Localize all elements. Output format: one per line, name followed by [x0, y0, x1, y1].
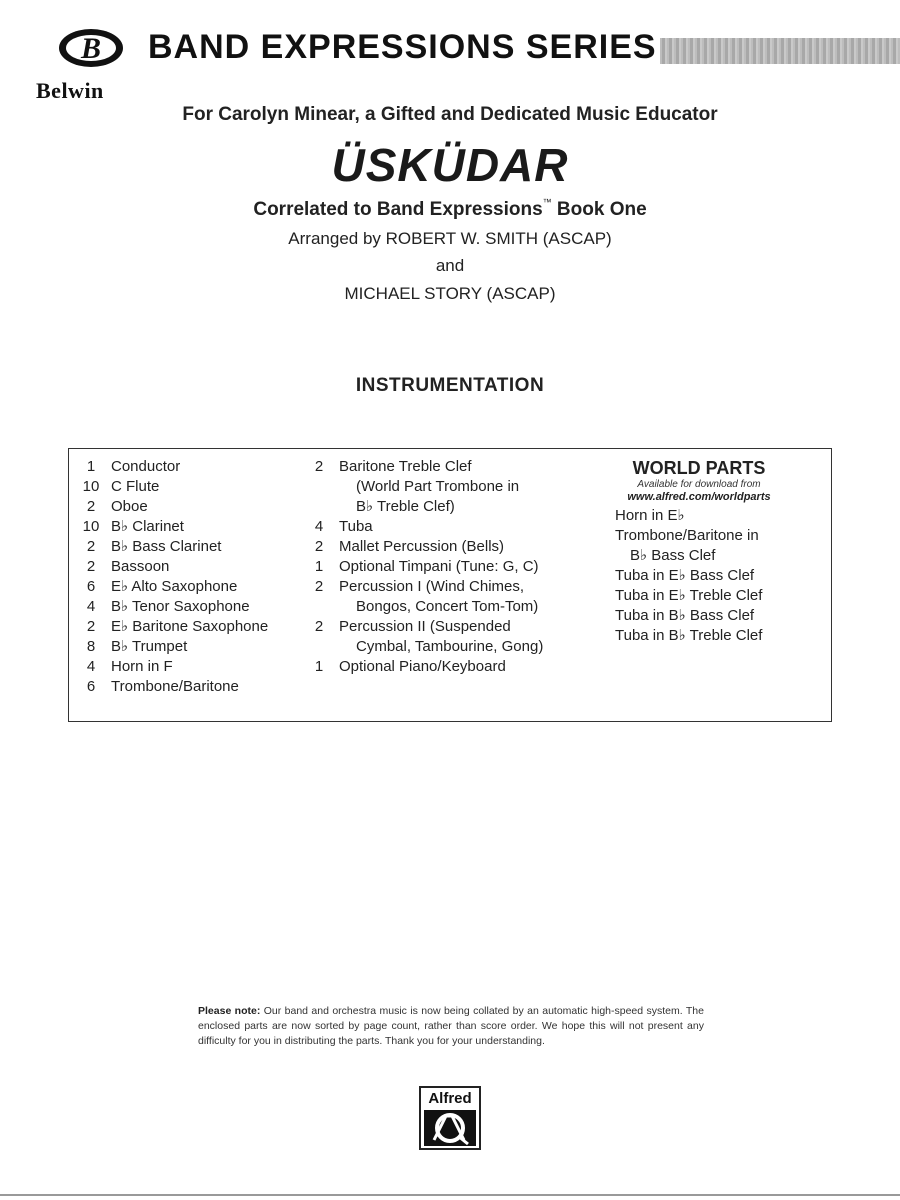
instrumentation-heading: INSTRUMENTATION: [355, 375, 545, 396]
world-part-item: Tuba in B♭ Treble Clef: [615, 627, 763, 644]
instrument-row: [299, 457, 543, 477]
arranger-line: Arranged by ROBERT W. SMITH (ASCAP): [288, 229, 612, 248]
dedication: For Carolyn Minear, a Gifted and Dedicated Music Educator: [182, 104, 718, 125]
instrument-name: Horn in F: [111, 658, 173, 675]
instrument-row: [71, 617, 268, 637]
instrument-qty: [299, 597, 339, 617]
instrument-name: (World Part Trombone in: [356, 478, 520, 495]
footer-rule: [0, 1194, 900, 1196]
instrument-row: [299, 577, 543, 597]
please-note: [198, 1004, 704, 1049]
instrument-name: B♭ Bass Clarinet: [111, 538, 222, 555]
instrument-row: [71, 477, 268, 497]
instrument-name: B♭ Tenor Saxophone: [111, 598, 250, 615]
world-part-item: Tuba in E♭ Bass Clef: [615, 567, 755, 584]
instrument-name: Conductor: [111, 458, 181, 475]
instrument-qty: 2: [86, 498, 96, 515]
correlated-suffix: Book One: [551, 199, 647, 220]
instrument-name: C Flute: [111, 478, 160, 495]
series-title: BAND EXPRESSIONS SERIES: [148, 28, 657, 66]
instrument-row: [299, 477, 543, 497]
instrument-name: B♭ Trumpet: [111, 638, 188, 655]
series-decorative-bar: [660, 38, 900, 64]
instrument-row: [71, 457, 268, 477]
instrument-row: [71, 637, 268, 657]
instrument-qty: 4: [86, 598, 96, 615]
instrument-name: Bassoon: [111, 558, 170, 575]
and-line: and: [435, 256, 465, 275]
instrument-name: Oboe: [111, 498, 148, 515]
instrument-name: Optional Piano/Keyboard: [339, 658, 506, 675]
instrument-qty: 2: [314, 618, 324, 635]
instrument-row: [299, 597, 543, 617]
instrument-qty: 1: [314, 558, 324, 575]
instrumentation-box: [68, 448, 832, 722]
instrument-qty: 2: [314, 578, 324, 595]
instrument-name: Trombone/Baritone: [111, 678, 239, 695]
instrument-qty: 1: [86, 458, 96, 475]
instrument-name: E♭ Alto Saxophone: [111, 578, 238, 595]
instrument-row: [299, 617, 543, 637]
instrument-qty: 2: [86, 618, 96, 635]
instrument-qty: 4: [314, 518, 324, 535]
instrument-row: [71, 497, 268, 517]
instrument-column-1: [71, 457, 268, 697]
instrument-qty: 2: [86, 558, 96, 575]
instrument-row: [299, 637, 543, 657]
world-parts-title: WORLD PARTS: [632, 458, 766, 478]
instrument-name: Optional Timpani (Tune: G, C): [339, 558, 539, 575]
instrument-name: Baritone Treble Clef: [339, 458, 472, 475]
world-part-item: Tuba in E♭ Treble Clef: [615, 587, 763, 604]
arranger-line-2: MICHAEL STORY (ASCAP): [344, 284, 556, 303]
svg-text:B: B: [80, 32, 102, 65]
trademark: ™: [542, 197, 552, 207]
instrument-qty: 6: [86, 678, 96, 695]
world-part-item: Tuba in B♭ Bass Clef: [615, 607, 755, 624]
instrument-qty: 1: [314, 658, 324, 675]
instrument-qty: [299, 477, 339, 497]
instrument-qty: 6: [86, 578, 96, 595]
world-part-item: Horn in E♭: [615, 507, 685, 524]
world-part-item: Trombone/Baritone in: [615, 527, 759, 544]
alfred-logo: [419, 1086, 481, 1150]
belwin-logo-icon: [58, 28, 124, 68]
world-part-item: B♭ Bass Clef: [630, 547, 716, 564]
instrument-name: Tuba: [339, 518, 373, 535]
instrument-column-2: [299, 457, 543, 677]
world-parts-column: [579, 457, 819, 646]
note-text: Our band and orchestra music is now being collated by an automatic high-speed system. The enclosed parts are now sorted by page count, rather than score order. We hope this will not present any difficulty for you in distributing the parts. Thank you for your understanding.: [198, 1005, 704, 1047]
instrument-row: [71, 677, 268, 697]
instrument-name: Cymbal, Tambourine, Gong): [356, 638, 544, 655]
instrument-qty: 2: [86, 538, 96, 555]
instrument-row: [71, 557, 268, 577]
instrument-name: B♭ Clarinet: [111, 518, 184, 535]
instrument-row: [71, 517, 268, 537]
instrument-name: Bongos, Concert Tom-Tom): [356, 598, 539, 615]
correlated-text: Correlated to Band Expressions: [253, 199, 543, 220]
instrument-row: [71, 577, 268, 597]
instrument-name: E♭ Baritone Saxophone: [111, 618, 269, 635]
instrument-row: [71, 537, 268, 557]
instrument-qty: [299, 637, 339, 657]
instrument-row: [299, 517, 543, 537]
instrument-qty: 2: [314, 458, 324, 475]
instrument-row: [299, 657, 543, 677]
instrument-row: [299, 557, 543, 577]
brand-name: Belwin: [36, 78, 104, 103]
instrument-name: Mallet Percussion (Bells): [339, 538, 505, 555]
alfred-logo-word: Alfred: [428, 1090, 472, 1107]
alfred-emblem-icon: [424, 1110, 476, 1146]
instrument-qty: 8: [86, 638, 96, 655]
instrument-name: Percussion II (Suspended: [339, 618, 511, 635]
note-label: Please note:: [198, 1005, 261, 1017]
correlated-line: [0, 199, 900, 221]
instrument-qty: 2: [314, 538, 324, 555]
world-parts-list: [579, 506, 819, 646]
instrument-row: [71, 657, 268, 677]
piece-title: ÜSKÜDAR: [331, 139, 569, 191]
instrument-qty: 10: [82, 478, 100, 495]
world-parts-available: Available for download from: [637, 479, 761, 490]
instrument-name: B♭ Treble Clef): [356, 498, 455, 515]
instrument-row: [299, 537, 543, 557]
instrument-row: [71, 597, 268, 617]
instrument-row: [299, 497, 543, 517]
instrument-name: Percussion I (Wind Chimes,: [339, 578, 525, 595]
instrument-qty: [299, 497, 339, 517]
instrument-qty: 4: [86, 658, 96, 675]
world-parts-url: www.alfred.com/worldparts: [627, 491, 771, 503]
instrument-qty: 10: [82, 518, 100, 535]
